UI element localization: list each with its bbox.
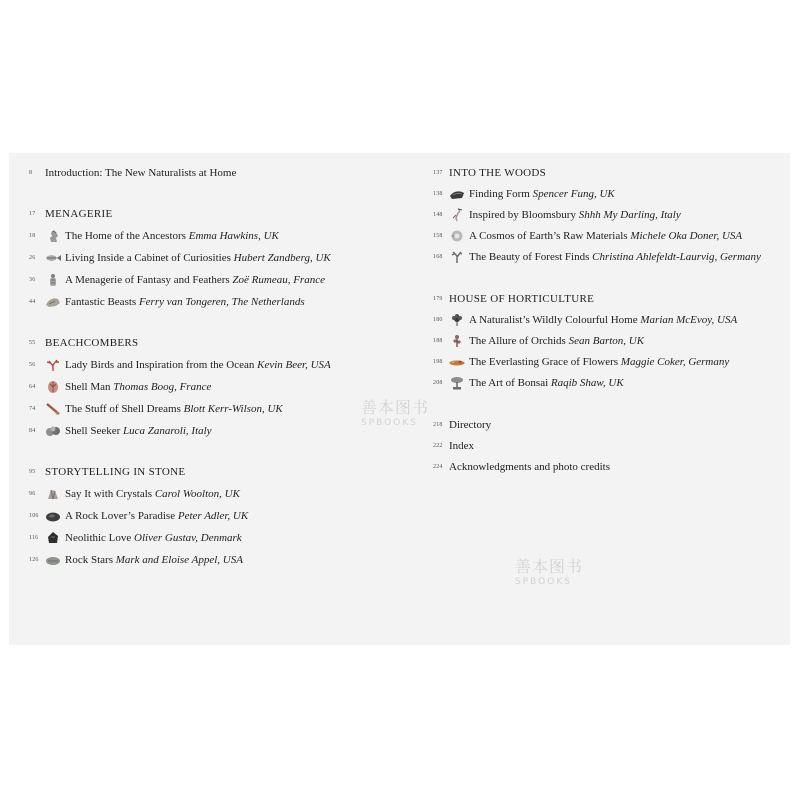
entry-title: Index [449,440,475,452]
contents-panel [9,153,790,645]
entry-title: Finding Form [469,188,530,200]
bust-icon [45,229,61,243]
page-number: 17 [29,211,36,217]
entry-title: The Everlasting Grace of Flowers [469,356,619,368]
toc-entry[interactable] [29,507,248,525]
heron-icon [449,208,465,222]
entry-title: Directory [449,419,492,431]
entry-title: Shell Seeker [65,425,121,437]
page-number: 74 [29,406,36,412]
page-number: 55 [29,340,36,346]
entry-title: A Cosmos of Earth’s Raw Materials [469,230,628,242]
toc-entry[interactable] [29,271,325,289]
page-number: 137 [433,170,443,176]
coral-icon [45,358,61,372]
toc-entry[interactable] [29,400,283,418]
entry-title: Introduction: The New Naturalists at Home [45,167,237,179]
stone-icon [45,531,61,545]
page-number: 8 [29,170,33,176]
page-number: 26 [29,255,36,261]
entry-author: Marian McEvoy, USA [640,314,738,326]
antler-icon [449,250,465,264]
toc-entry[interactable] [29,485,240,503]
toc-entry[interactable] [433,185,615,203]
entry-author: Oliver Gustav, Denmark [134,532,242,544]
section-title: MENAGERIE [45,208,113,220]
entry-author: Raqib Shaw, UK [550,377,624,389]
toc-entry[interactable] [433,353,729,371]
entry-title: Lady Birds and Inspiration from the Ocean [65,359,255,371]
entry-author: Christina Ahlefeldt-Laurvig, Germany [592,251,761,263]
toc-entry[interactable] [433,374,624,392]
entry-title: Inspired by Bloomsbury [469,209,576,221]
garland-icon [449,355,465,369]
entry-title: Living Inside a Cabinet of Curiosities [65,252,231,264]
entry-title: Neolithic Love [65,532,132,544]
page-number: 208 [433,380,443,386]
entry-title: A Menagerie of Fantasy and Feathers [65,274,230,286]
page-number: 106 [29,513,39,519]
entry-author: Shhh My Darling, Italy [578,209,681,221]
toc-entry[interactable] [29,293,305,311]
entry-title: Fantastic Beasts [65,296,137,308]
section-heading-into-the-woods[interactable] [433,164,546,182]
entry-author: Maggie Coker, Germany [620,356,730,368]
page-number: 224 [433,464,443,470]
toc-entry[interactable] [29,422,212,440]
wood-icon [449,187,465,201]
entry-author: Sean Barton, UK [568,335,645,347]
page-number: 188 [433,338,443,344]
entry-title: The Home of the Ancestors [65,230,186,242]
section-heading-horticulture[interactable] [433,290,594,308]
entry-title: A Rock Lover’s Paradise [65,510,176,522]
section-title: HOUSE OF HORTICULTURE [449,293,595,305]
page-number: 138 [433,191,443,197]
page-number: 116 [29,535,39,541]
entry-title: A Naturalist’s Wildly Colourful Home [469,314,638,326]
bonsai-icon [449,376,465,390]
page-number: 158 [433,233,443,239]
entry-author: Zoë Rumeau, France [232,274,325,286]
toc-entry[interactable] [433,227,742,245]
crystal-icon [45,487,61,501]
toc-directory[interactable] [433,416,491,434]
entry-title: Acknowledgments and photo credits [449,461,610,473]
entry-title: Shell Man [65,381,111,393]
shells-icon [45,424,61,438]
entry-author: Blott Kerr-Wilson, UK [183,403,283,415]
toc-entry[interactable] [29,356,331,374]
section-title: STORYTELLING IN STONE [45,466,186,478]
page-number: 84 [29,428,36,434]
section-heading-storytelling[interactable] [29,463,185,481]
rock-icon [45,509,61,523]
page-number: 168 [433,254,443,260]
toc-entry[interactable] [29,551,243,569]
section-title: INTO THE WOODS [449,167,547,179]
page-number: 218 [433,422,443,428]
entry-author: Ferry van Tongeren, The Netherlands [138,296,305,308]
entry-author: Peter Adler, UK [177,510,249,522]
figure-icon [45,273,61,287]
toc-entry[interactable] [433,311,737,329]
orchid-icon [449,334,465,348]
toc-entry[interactable] [29,249,331,267]
page-number: 198 [433,359,443,365]
toc-entry[interactable] [29,529,242,547]
pebble-icon [45,553,61,567]
entry-author: Thomas Boog, France [113,381,212,393]
fish-icon [45,251,61,265]
entry-author: Michele Oka Doner, USA [630,230,743,242]
toc-acknowledgments[interactable] [433,458,610,476]
entry-title: The Beauty of Forest Finds [469,251,590,263]
watermark: 善本图书 SPBOOKS [361,398,430,428]
page-number: 56 [29,362,36,368]
entry-title: Say It with Crystals [65,488,153,500]
entry-title: The Stuff of Shell Dreams [65,403,181,415]
toc-entry[interactable] [29,227,279,245]
page-number: 96 [29,491,36,497]
toc-entry[interactable] [433,332,644,350]
toc-entry[interactable] [433,248,761,266]
shell-icon [45,380,61,394]
entry-title: Rock Stars [65,554,113,566]
entry-author: Emma Hawkins, UK [188,230,279,242]
entry-title: The Allure of Orchids [469,335,566,347]
page-number: 36 [29,277,36,283]
watermark: 善本图书 SPBOOKS [515,557,584,587]
toc-entry[interactable] [433,206,681,224]
toc-entry[interactable] [29,378,211,396]
page-number: 222 [433,443,443,449]
entry-title: The Art of Bonsai [469,377,549,389]
page-number: 148 [433,212,443,218]
moon-icon [449,229,465,243]
entry-author: Mark and Eloise Appel, USA [115,554,243,566]
page-number: 179 [433,296,443,302]
page-number: 18 [29,233,36,239]
flower-icon [449,313,465,327]
beast-icon [45,295,61,309]
page-number: 44 [29,299,36,305]
entry-author: Luca Zanaroli, Italy [123,425,212,437]
entry-author: Hubert Zandberg, UK [233,252,331,264]
page-number: 126 [29,557,39,563]
page-number: 180 [433,317,443,323]
page-number: 95 [29,469,36,475]
entry-author: Spencer Fung, UK [532,188,615,200]
section-heading-menagerie[interactable] [29,205,112,223]
page-number: 64 [29,384,36,390]
entry-author: Kevin Beer, USA [257,359,331,371]
section-title: BEACHCOMBERS [45,337,139,349]
toc-index[interactable] [433,437,474,455]
section-heading-beachcombers[interactable] [29,334,138,352]
entry-author: Carol Woolton, UK [154,488,240,500]
driftwood-icon [45,402,61,416]
toc-intro[interactable] [29,164,236,182]
